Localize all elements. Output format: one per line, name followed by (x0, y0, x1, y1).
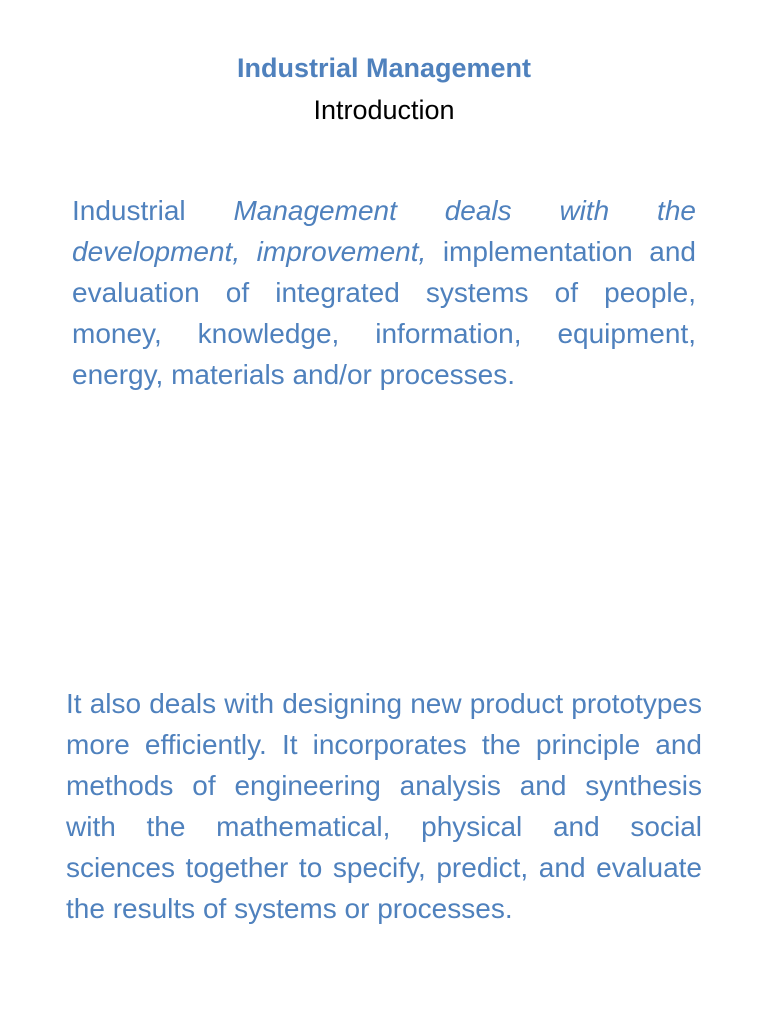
intro-paragraph-start: Industrial (72, 195, 234, 226)
design-paragraph: It also deals with designing new product prototypes more efficiently. It incorporates the principle and methods of engineering analysis and synthesis with the mathematical, physical and social sciences together to specify, predict, and evaluate the results of systems or processes. (66, 688, 702, 924)
intro-paragraph-rest: implementation and evaluation of integrated systems of people, money, knowledge, information, equipment, energy, materials and/or processes. (72, 236, 696, 390)
page-title: Industrial Management (236, 53, 532, 83)
intro-paragraph (72, 190, 696, 395)
intro-paragraph-italic: Management deals with the development, improvement, (72, 195, 696, 267)
page-subtitle: Introduction (313, 95, 455, 125)
